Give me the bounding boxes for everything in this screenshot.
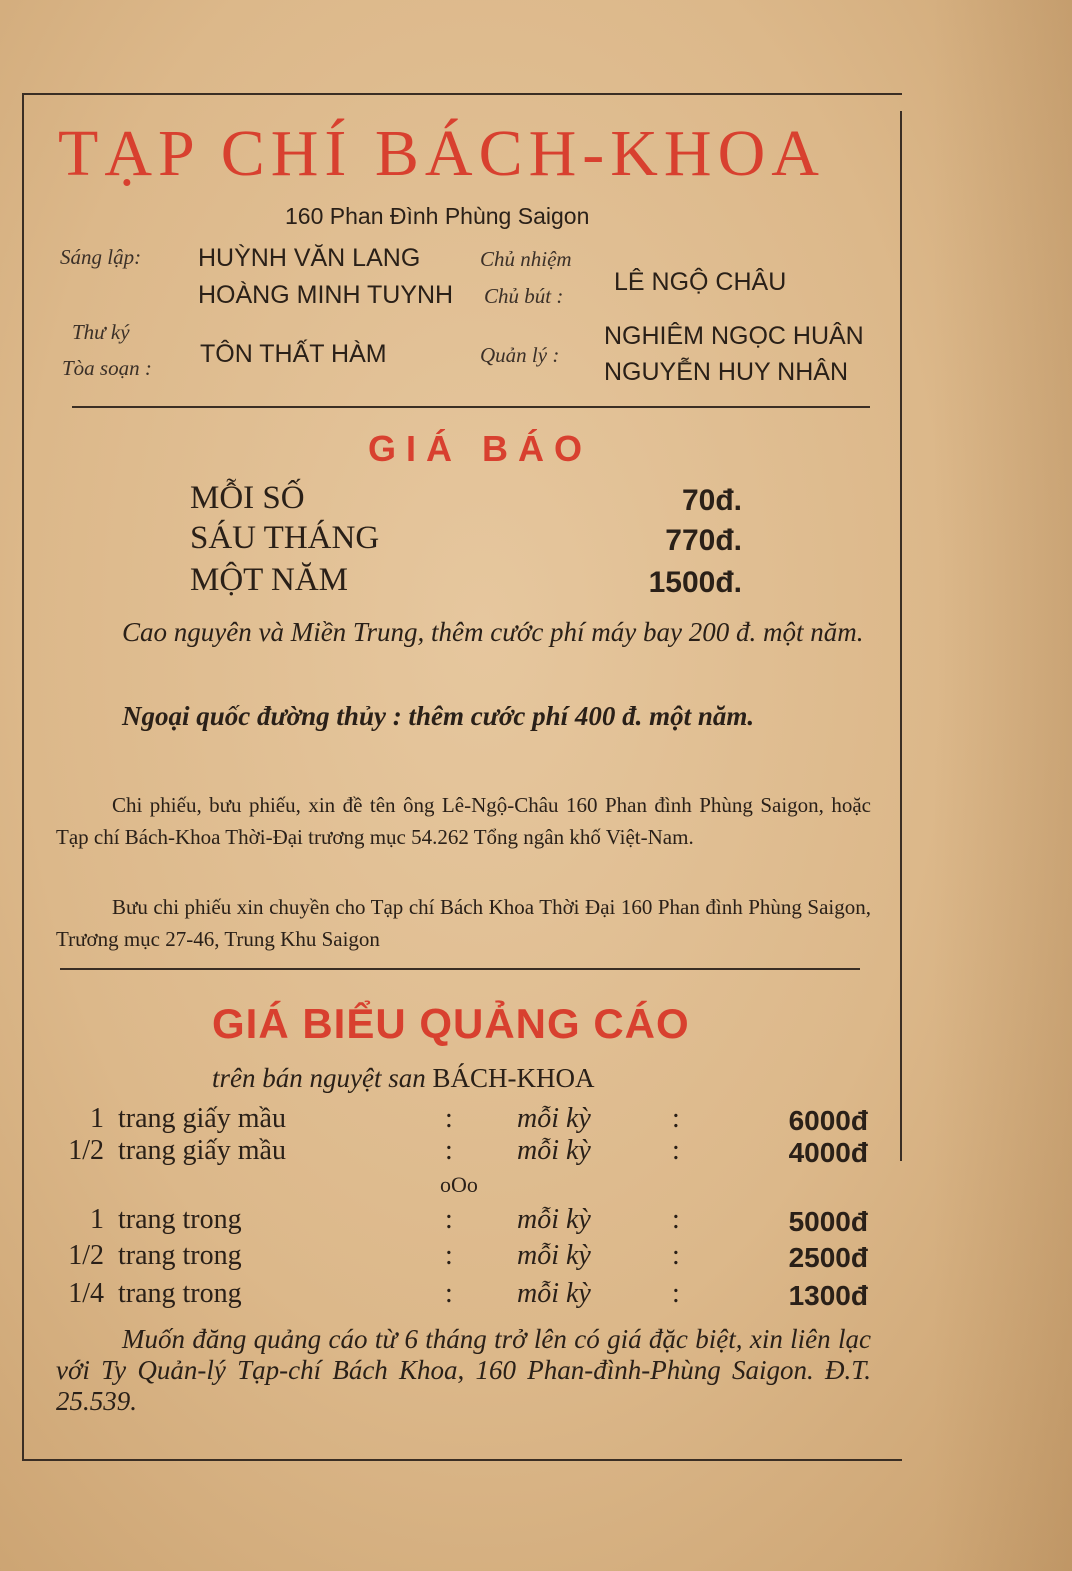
payment-instructions-1: Chi phiếu, bưu phiếu, xin đề tên ông Lê-Ngộ-Châu 160 Phan đình Phùng Saigon, hoặc Tạp chí Bách-Khoa Thời-Đại trương mục 54.262 Tổng ngân khố Việt-Nam. — [56, 793, 871, 849]
frame-top-rule — [22, 93, 902, 95]
secretary-label-line1: Thư ký — [72, 320, 130, 344]
secretary-name: TÔN THẤT HÀM — [200, 340, 387, 368]
frame-left-rule — [22, 93, 24, 1461]
rate-frequency: mỗi kỳ — [517, 1135, 591, 1166]
manager-label: Quản lý : — [480, 343, 560, 367]
director-editor-name: LÊ NGỘ CHÂU — [614, 268, 787, 296]
rate-description: trang giấy mầu — [118, 1135, 286, 1166]
advertising-subheading-prefix: trên bán nguyệt san — [212, 1063, 426, 1093]
frame-bottom-rule — [22, 1459, 902, 1461]
paper-edge-shading — [932, 0, 1072, 1571]
rate-price: 5000đ — [788, 1206, 868, 1237]
rate-colon: : — [672, 1204, 680, 1235]
advertising-subheading — [212, 1063, 594, 1094]
rate-frequency: mỗi kỳ — [517, 1240, 591, 1271]
rate-fraction: 1/2 — [68, 1135, 104, 1166]
price-item-value: 1500đ. — [648, 566, 742, 599]
rate-fraction: 1/4 — [68, 1278, 104, 1309]
rate-description: trang trong — [118, 1240, 242, 1271]
frame-right-rule — [900, 111, 902, 1161]
secretary-label-line2: Tòa soạn : — [62, 356, 152, 380]
rate-colon: : — [672, 1135, 680, 1166]
founder-name-1: HUỲNH VĂN LANG — [198, 244, 421, 272]
rate-colon: : — [672, 1278, 680, 1309]
rate-price: 2500đ — [788, 1242, 868, 1273]
rate-colon: : — [445, 1278, 453, 1309]
rate-colon: : — [445, 1204, 453, 1235]
rate-price: 6000đ — [788, 1105, 868, 1136]
rate-fraction: 1/2 — [68, 1240, 104, 1271]
advertising-heading: GIÁ BIỂU QUẢNG CÁO — [212, 1000, 690, 1047]
price-item-name: SÁU THÁNG — [190, 520, 380, 556]
magazine-title: TẠP CHÍ BÁCH-KHOA — [58, 117, 825, 190]
editor-label: Chủ bút : — [484, 284, 564, 308]
rate-colon: : — [672, 1103, 680, 1134]
rate-price: 4000đ — [788, 1137, 868, 1168]
postage-note-highlands: Cao nguyên và Miền Trung, thêm cước phí máy bay 200 đ. một năm. — [122, 617, 864, 647]
rate-colon: : — [445, 1240, 453, 1271]
rate-colon: : — [445, 1135, 453, 1166]
subscription-heading: GIÁ BÁO — [368, 428, 593, 469]
section-divider — [72, 406, 870, 408]
rate-colon: : — [672, 1240, 680, 1271]
postage-note-overseas: Ngoại quốc đường thủy : thêm cước phí 400 đ. một năm. — [122, 701, 755, 731]
advertising-subheading-name: BÁCH-KHOA — [432, 1063, 595, 1093]
rate-description: trang trong — [118, 1278, 242, 1309]
payment-instructions-2: Bưu chi phiếu xin chuyền cho Tạp chí Bách Khoa Thời Đại 160 Phan đình Phùng Saigon, Trương mục 27-46, Trung Khu Saigon — [56, 895, 871, 951]
rate-frequency: mỗi kỳ — [517, 1278, 591, 1309]
rate-fraction: 1 — [90, 1204, 104, 1235]
rate-separator: oOo — [440, 1172, 478, 1197]
founders-label: Sáng lập: — [60, 245, 142, 269]
price-item-value: 770đ. — [665, 524, 742, 557]
rate-price: 1300đ — [788, 1280, 868, 1311]
rate-frequency: mỗi kỳ — [517, 1103, 591, 1134]
rate-fraction: 1 — [90, 1103, 104, 1134]
rate-description: trang giấy mầu — [118, 1103, 286, 1134]
rate-colon: : — [445, 1103, 453, 1134]
rate-description: trang trong — [118, 1204, 242, 1235]
price-item-name: MỖI SỐ — [190, 480, 305, 516]
rate-frequency: mỗi kỳ — [517, 1204, 591, 1235]
magazine-address: 160 Phan Đình Phùng Saigon — [285, 203, 590, 229]
manager-name-1: NGHIÊM NGỌC HUÂN — [604, 322, 864, 350]
founder-name-2: HOÀNG MINH TUYNH — [198, 281, 454, 309]
price-item-value: 70đ. — [681, 484, 742, 517]
advertising-footer-note: Muốn đăng quảng cáo từ 6 tháng trở lên có giá đặc biệt, xin liên lạc với Ty Quản-lý Tạp-chí Bách Khoa, 160 Phan-đình-Phùng Saigon. Đ.T. 25.539. — [56, 1324, 871, 1416]
manager-name-2: NGUYỄN HUY NHÂN — [604, 358, 849, 386]
director-label: Chủ nhiệm — [480, 247, 572, 271]
section-divider — [60, 968, 860, 970]
price-item-name: MỘT NĂM — [190, 562, 348, 598]
